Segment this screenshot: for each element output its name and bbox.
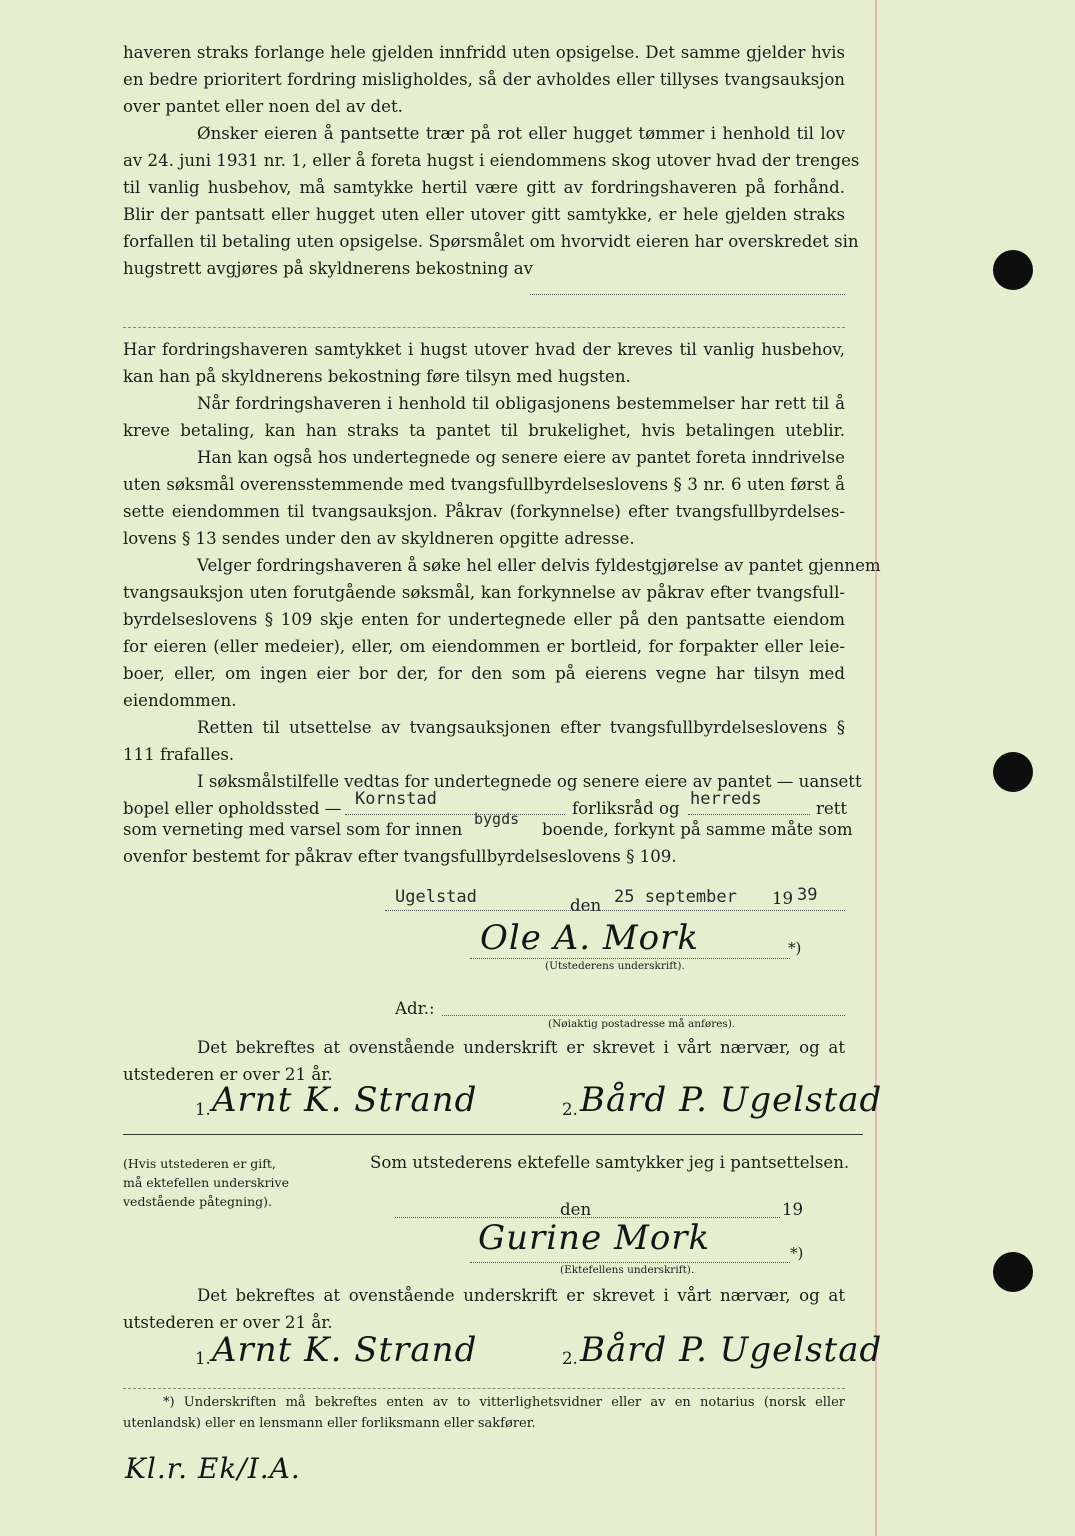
witness-signature: Bård P. Ugelstad [580, 1330, 883, 1370]
spouse-den: den [560, 1200, 592, 1219]
body-line: lovens § 13 sendes under den av skyldneren opgitte adresse. [123, 529, 635, 548]
footnote-line: utenlandsk) eller en lensmann eller forliksmann eller sakfører. [123, 1416, 536, 1431]
body-line: forfallen til betaling uten opsigelse. Spørsmålet om hvorvidt eieren har overskredet sin [123, 232, 859, 251]
margin-note: Kl.r. Ek/I.A. [125, 1452, 301, 1485]
spouse-star: *) [790, 1244, 804, 1262]
witness-text: utstederen er over 21 år. [123, 1065, 333, 1084]
venue-line2-start: som verneting med varsel som for innen [123, 820, 463, 839]
witness-number: 1. [195, 1100, 211, 1119]
footnote-rule [123, 1388, 845, 1389]
issuer-caption: (Utstederens underskrift). [545, 960, 685, 972]
fill-line [470, 1262, 790, 1263]
body-line: Blir der pantsatt eller hugget uten eller utover gitt samtykke, er hele gjelden straks [123, 205, 845, 224]
venue-line3: ovenfor bestemt for påkrav efter tvangsfullbyrdelseslovens § 109. [123, 847, 677, 866]
body-line: en bedre prioritert fordring misligholdes, så der avholdes eller tillyses tvangsauksjon [123, 70, 845, 89]
body-line: Velger fordringshaveren å søke hel eller delvis fyldestgjørelse av pantet gjennem [197, 556, 881, 575]
witness-number: 2. [562, 1100, 578, 1119]
date-den: den [570, 896, 602, 915]
body-line: hugstrett avgjøres på skyldnerens bekostning av [123, 259, 534, 278]
fill-line [688, 814, 810, 815]
year-typed: 39 [797, 885, 818, 905]
witness-text: Det bekreftes at ovenstående underskrift er skrevet i vårt nærvær, og at [197, 1038, 845, 1057]
body-line: over pantet eller noen del av det. [123, 97, 403, 116]
body-line: eiendommen. [123, 691, 237, 710]
body-line: for eieren (eller medeier), eller, om eiendommen er bortleid, for forpakter eller leie- [123, 637, 845, 656]
witness-signature: Bård P. Ugelstad [580, 1080, 883, 1120]
body-line: uten søksmål overensstemmende med tvangsfullbyrdelseslovens § 3 nr. 6 uten først å [123, 475, 845, 494]
spouse-year: 19 [782, 1200, 804, 1219]
fill-line [345, 814, 565, 815]
venue-district-typed: bygds [474, 810, 520, 828]
body-line: haveren straks forlange hele gjelden innfridd uten opsigelse. Det samme gjelder hvis [123, 43, 845, 62]
body-line: 111 frafalles. [123, 745, 235, 764]
body-line: I søksmålstilfelle vedtas for undertegnede og senere eiere av pantet — uansett [197, 772, 862, 791]
address-label: Adr.: [395, 999, 435, 1018]
spouse-consent: Som utstederens ektefelle samtykker jeg i pantsettelsen. [370, 1153, 850, 1172]
body-line: til vanlig husbehov, må samtykke hertil være gitt av fordringshaveren på forhånd. [123, 178, 845, 197]
year-prefix: 19 [772, 889, 794, 908]
venue-suffix: rett [816, 799, 848, 818]
witness-number: 1. [195, 1349, 211, 1368]
body-line: Når fordringshaveren i henhold til obligasjonens bestemmelser har rett til å [197, 394, 845, 413]
witness-text: Det bekreftes at ovenstående underskrift er skrevet i vårt nærvær, og at [197, 1286, 845, 1305]
address-caption: (Nøiaktig postadresse må anføres). [548, 1018, 736, 1030]
witness-signature: Arnt K. Strand [212, 1330, 478, 1370]
divider [123, 1134, 863, 1135]
fill-line [530, 294, 845, 295]
punch-hole-middle [993, 752, 1033, 792]
spouse-signature: Gurine Mork [478, 1218, 711, 1258]
spouse-note: vedstående påtegning). [123, 1194, 272, 1209]
body-line: Retten til utsettelse av tvangsauksjonen efter tvangsfullbyrdelseslovens § [197, 718, 845, 737]
issuer-star: *) [788, 939, 802, 957]
margin-rule [875, 0, 877, 1536]
body-line: tvangsauksjon uten forutgående søksmål, kan forkynnelse av påkrav efter tvangsfull- [123, 583, 845, 602]
fill-line [442, 1015, 845, 1016]
punch-hole-top [993, 250, 1033, 290]
body-line: Har fordringshaveren samtykket i hugst utover hvad der kreves til vanlig husbehov, [123, 340, 845, 359]
body-line: kan han på skyldnerens bekostning føre tilsyn med hugsten. [123, 367, 631, 386]
body-line: Ønsker eieren å pantsette trær på rot eller hugget tømmer i henhold til lov [197, 124, 845, 143]
venue-place-typed: Kornstad [355, 789, 437, 809]
venue-line2-end: boende, forkynt på samme måte som [542, 820, 853, 839]
venue-mid: forliksråd og [572, 799, 680, 818]
fill-line [385, 910, 845, 911]
punch-hole-bottom [993, 1252, 1033, 1292]
venue-court-typed: herreds [690, 789, 762, 809]
date-place-typed: Ugelstad [395, 887, 477, 907]
spouse-note: (Hvis utstederen er gift, [123, 1156, 276, 1171]
body-line: av 24. juni 1931 nr. 1, eller å foreta hugst i eiendommens skog utover hvad der trenges [123, 151, 860, 170]
body-line: kreve betaling, kan han straks ta pantet til brukelighet, hvis betalingen uteblir. [123, 421, 845, 440]
witness-text: utstederen er over 21 år. [123, 1313, 333, 1332]
body-line: boer, eller, om ingen eier bor der, for den som på eierens vegne har tilsyn med [123, 664, 845, 683]
blank-line [123, 327, 845, 328]
venue-prefix: bopel eller opholdssted — [123, 799, 342, 818]
body-line: Han kan også hos undertegnede og senere eiere av pantet foreta inndrivelse [197, 448, 845, 467]
footnote-line: *) Underskriften må bekreftes enten av to vitterlighetsvidner eller av en notarius (norsk eller [163, 1395, 845, 1410]
witness-signature: Arnt K. Strand [212, 1080, 478, 1120]
spouse-caption: (Ektefellens underskrift). [560, 1264, 695, 1276]
body-line: sette eiendommen til tvangsauksjon. Påkrav (forkynnelse) efter tvangsfullbyrdelses- [123, 502, 845, 521]
spouse-note: må ektefellen underskrive [123, 1175, 290, 1190]
fill-line [470, 958, 790, 959]
issuer-signature: Ole A. Mork [480, 918, 699, 958]
date-typed: 25 september [614, 887, 737, 907]
witness-number: 2. [562, 1349, 578, 1368]
body-line: byrdelseslovens § 109 skje enten for undertegnede eller på den pantsatte eiendom [123, 610, 845, 629]
